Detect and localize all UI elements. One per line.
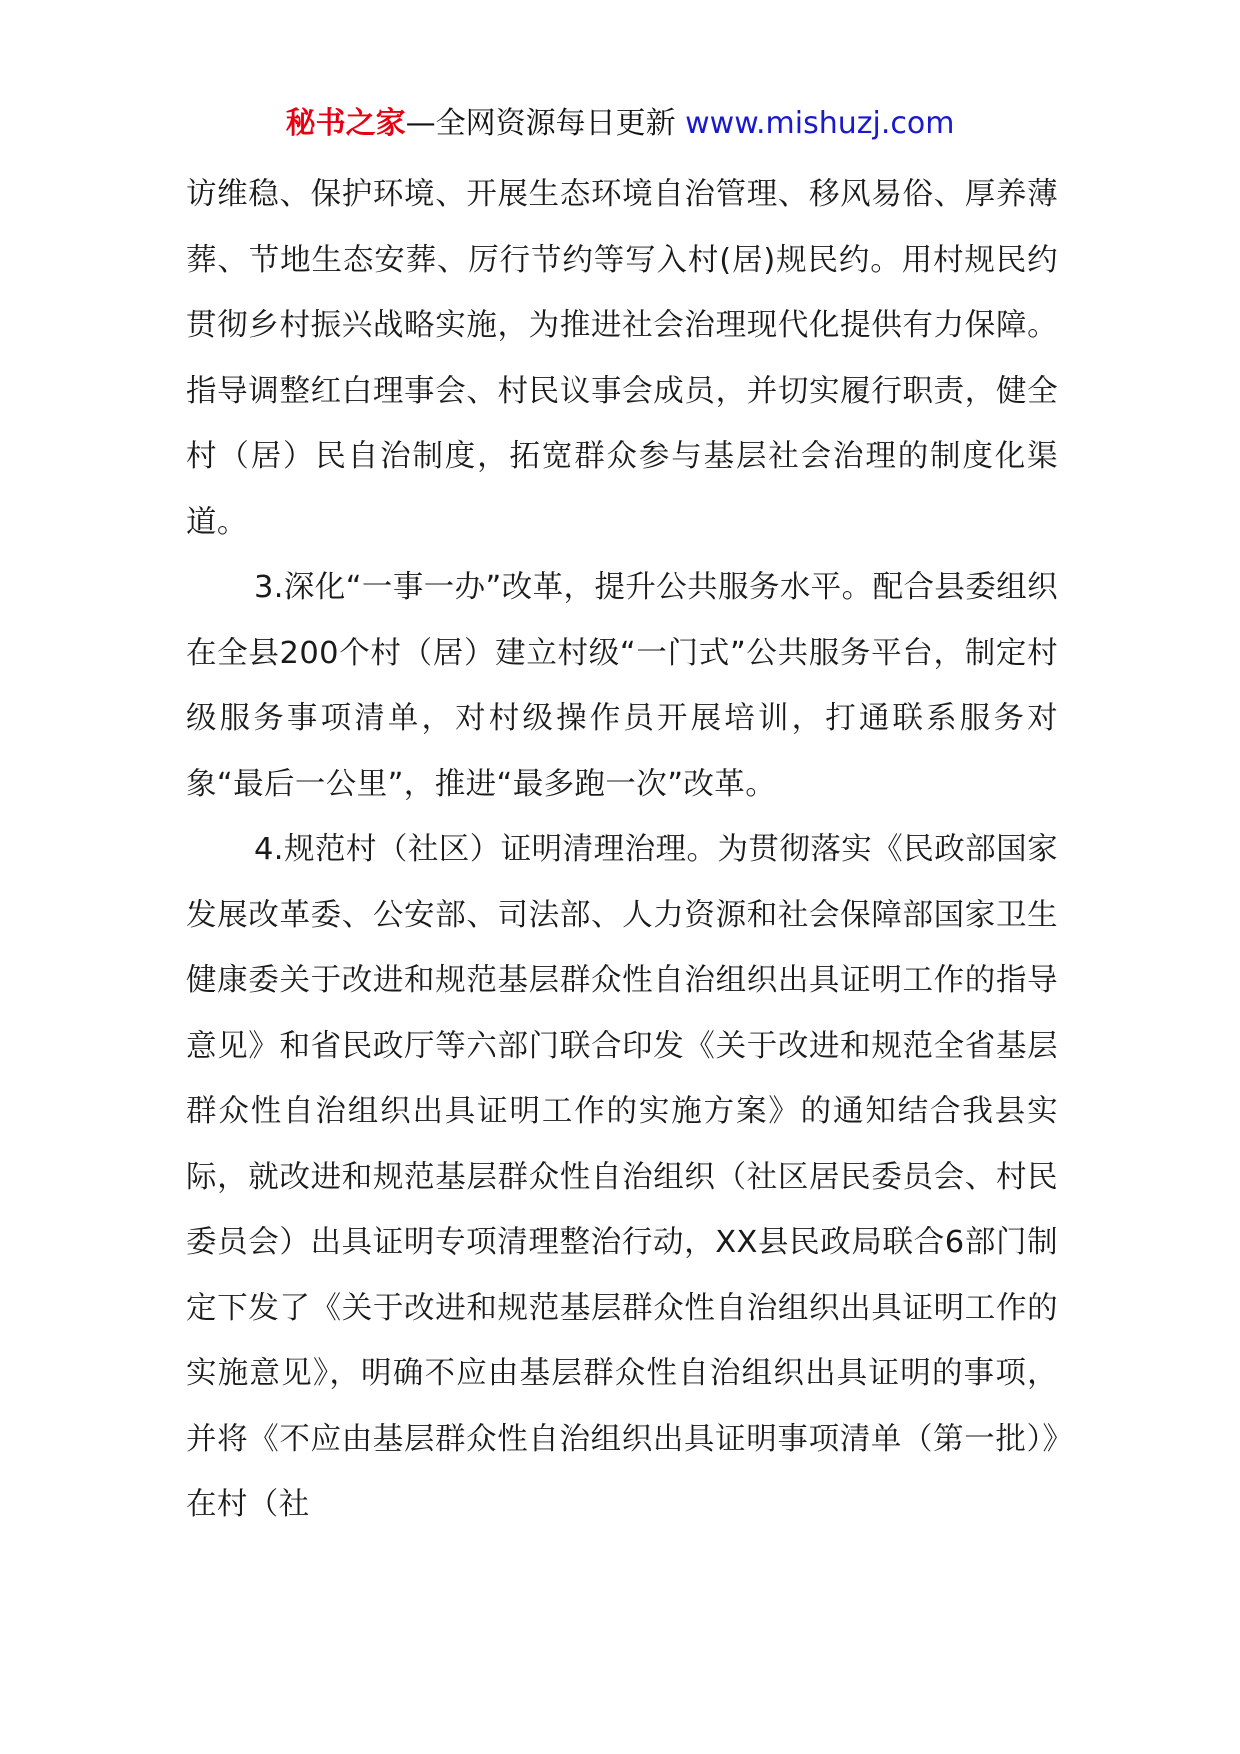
paragraph-continued: 访维稳、保护环境、开展生态环境自治管理、移风易俗、厚养薄葬、节地生态安葬、厉行节约等写入村(居)规民约。用村规民约贯彻乡村振兴战略实施，为推进社会治理现代化提供有力保障。指导调整红白理事会、村民议事会成员，并切实履行职责，健全村（居）民自治制度，拓宽群众参与基层社会治理的制度化渠道。 [186,177,1058,540]
site-header [0,101,1240,147]
paragraph-item-4: 4.规范村（社区）证明清理治理。为贯彻落实《民政部国家发展改革委、公安部、司法部、人力资源和社会保障部国家卫生健康委关于改进和规范基层群众性自治组织出具证明工作的指导意见》和省民政厅等六部门联合印发《关于改进和规范全省基层群众性自治组织出具证明工作的实施方案》的通知结合我县实际，就改进和规范基层群众性自治组织（社区居民委员会、村民委员会）出具证明专项清理整治行动，XX县民政局联合6部门制定下发了《关于改进和规范基层群众性自治组织出具证明工作的实施意见》，明确不应由基层群众性自治组织出具证明的事项，并将《不应由基层群众性自治组织出具证明事项清单（第一批）》在村（社 [186,832,1058,1522]
site-url-link[interactable]: www.mishuzj.com [685,106,955,141]
header-tagline: —全网资源每日更新 [405,106,676,141]
brand-name: 秘书之家 [285,106,406,141]
paragraph-item-3: 3.深化“一事一办”改革，提升公共服务水平。配合县委组织在全县200个村（居）建立村级“一门式”公共服务平台，制定村级服务事项清单，对村级操作员开展培训，打通联系服务对象“最后一公里”，推进“最多跑一次”改革。 [186,570,1058,802]
document-body [186,162,1058,1538]
